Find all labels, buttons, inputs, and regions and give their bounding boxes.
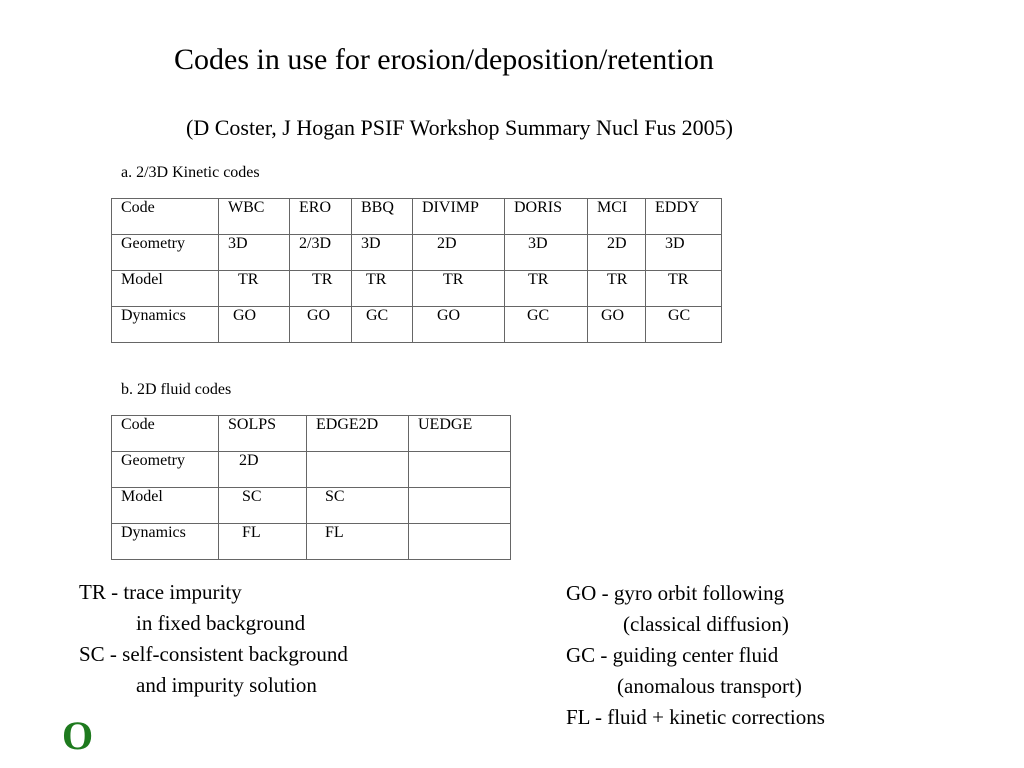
legend-right <box>566 578 825 733</box>
table-cell: TR <box>219 271 290 307</box>
table-cell: TR <box>413 271 505 307</box>
table-row <box>112 416 511 452</box>
table-cell: WBC <box>219 199 290 235</box>
table-cell: FL <box>307 524 409 560</box>
table-cell: 3D <box>352 235 413 271</box>
table-cell: 2D <box>413 235 505 271</box>
slide-subtitle: (D Coster, J Hogan PSIF Workshop Summary Nucl Fus 2005) <box>186 115 733 140</box>
table-cell <box>409 488 511 524</box>
table-cell: GC <box>352 307 413 343</box>
table-cell: Code <box>112 199 219 235</box>
table-cell: TR <box>505 271 588 307</box>
table-cell: GO <box>219 307 290 343</box>
legend-line: GO - gyro orbit following <box>566 581 785 605</box>
table-cell: SOLPS <box>219 416 307 452</box>
legend-line: FL - fluid + kinetic corrections <box>566 705 825 729</box>
legend-line: TR - trace impurity <box>79 580 242 604</box>
table-cell: TR <box>352 271 413 307</box>
table-row <box>112 488 511 524</box>
table-cell: ERO <box>290 199 352 235</box>
table-cell: TR <box>290 271 352 307</box>
table-row <box>112 199 722 235</box>
table-cell: GO <box>413 307 505 343</box>
table-row <box>112 307 722 343</box>
logo-mark: O <box>62 713 94 758</box>
table-cell: DIVIMP <box>413 199 505 235</box>
table-cell <box>307 452 409 488</box>
table-a-label: a. 2/3D Kinetic codes <box>121 164 260 181</box>
table-cell: 3D <box>505 235 588 271</box>
table-row <box>112 524 511 560</box>
table-cell: GC <box>505 307 588 343</box>
table-cell: 2D <box>588 235 646 271</box>
legend-line: and impurity solution <box>136 673 317 697</box>
legend-left <box>79 577 348 701</box>
table-cell: 2D <box>219 452 307 488</box>
table-cell: MCI <box>588 199 646 235</box>
table-cell: GO <box>290 307 352 343</box>
table-cell: GC <box>646 307 722 343</box>
table-cell: SC <box>307 488 409 524</box>
table-cell: EDGE2D <box>307 416 409 452</box>
table-cell: TR <box>646 271 722 307</box>
table-cell: UEDGE <box>409 416 511 452</box>
table-cell: EDDY <box>646 199 722 235</box>
table-cell: Code <box>112 416 219 452</box>
table-cell <box>409 524 511 560</box>
table-cell <box>409 452 511 488</box>
legend-line: GC - guiding center fluid <box>566 643 779 667</box>
legend-line: (classical diffusion) <box>623 612 789 636</box>
table-cell: FL <box>219 524 307 560</box>
table-cell: 3D <box>646 235 722 271</box>
table-cell: BBQ <box>352 199 413 235</box>
table-row <box>112 235 722 271</box>
kinetic-codes-table <box>111 198 722 343</box>
fluid-codes-table <box>111 415 511 560</box>
table-cell: SC <box>219 488 307 524</box>
table-cell: Dynamics <box>112 307 219 343</box>
table-b-label: b. 2D fluid codes <box>121 381 232 398</box>
table-cell: Model <box>112 271 219 307</box>
legend-line: (anomalous transport) <box>617 674 802 698</box>
table-cell: 3D <box>219 235 290 271</box>
legend-line: in fixed background <box>136 611 306 635</box>
table-cell: GO <box>588 307 646 343</box>
table-cell: Geometry <box>112 235 219 271</box>
table-row <box>112 452 511 488</box>
legend-line: SC - self-consistent background <box>79 642 348 666</box>
table-cell: Geometry <box>112 452 219 488</box>
table-cell: Model <box>112 488 219 524</box>
table-cell: DORIS <box>505 199 588 235</box>
table-cell: 2/3D <box>290 235 352 271</box>
table-row <box>112 271 722 307</box>
table-cell: TR <box>588 271 646 307</box>
table-cell: Dynamics <box>112 524 219 560</box>
slide-title: Codes in use for erosion/deposition/retention <box>174 43 714 76</box>
